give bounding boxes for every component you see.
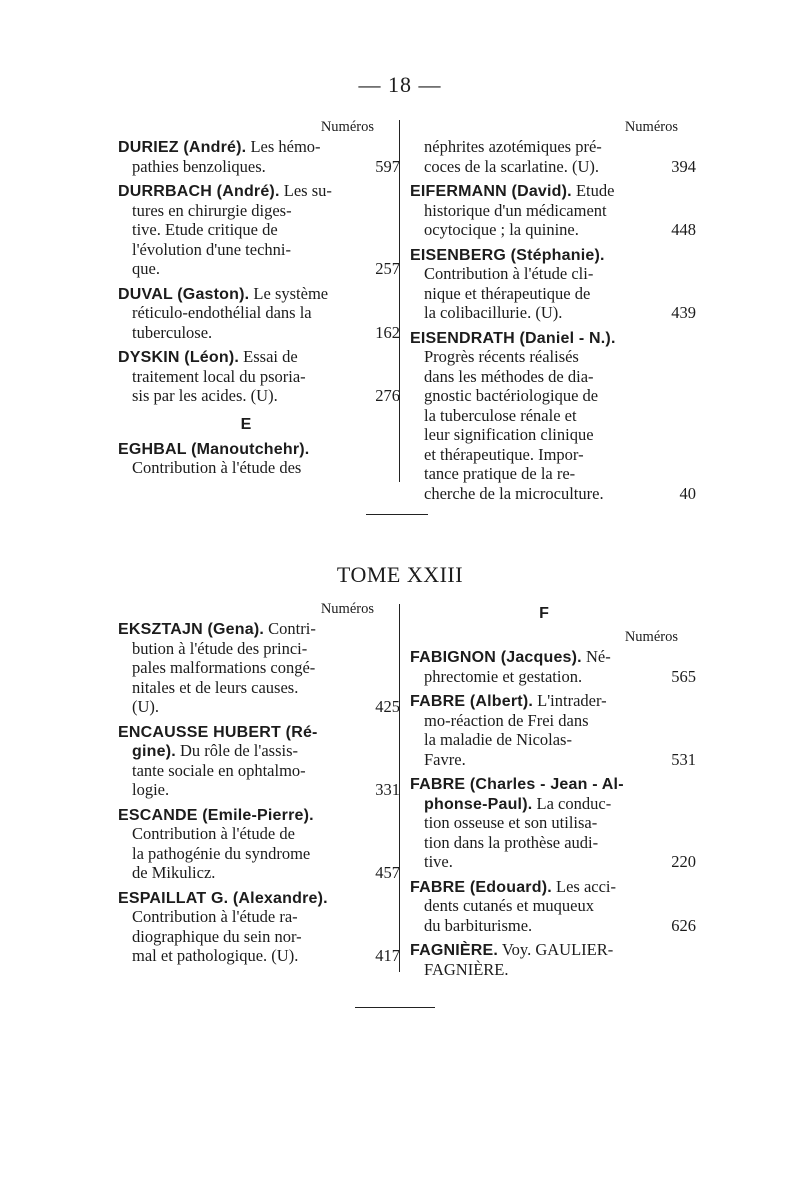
- index-entry: [410, 774, 696, 872]
- entry-number: 162: [375, 322, 400, 342]
- entry-line: [118, 761, 374, 781]
- entry-text: la tuberculose rénale et: [424, 405, 577, 425]
- entry-line: [118, 156, 400, 177]
- entry-text: du barbiturisme.: [424, 915, 533, 935]
- index-entry: [118, 722, 400, 800]
- entry-text: que.: [132, 259, 160, 278]
- entry-line: [118, 741, 374, 761]
- entry-line: [410, 425, 678, 445]
- section-letter: F: [539, 605, 549, 622]
- entry-line: [410, 284, 678, 304]
- entry-text: Favre.: [424, 749, 466, 769]
- entry-line: [410, 367, 678, 387]
- entry-number: 448: [671, 220, 696, 239]
- author-name: FABRE (Edouard).: [410, 878, 552, 896]
- entry-text: tion dans la prothèse audi-: [424, 832, 599, 852]
- entry-line: [118, 181, 374, 201]
- entry-line: [410, 220, 696, 240]
- entry-line: [410, 730, 678, 750]
- entry-text: nique et thérapeutique de: [424, 283, 591, 303]
- author-name: DURRBACH (André).: [118, 183, 280, 200]
- entry-line: [410, 833, 678, 853]
- entry-line: [410, 181, 678, 201]
- entry-text: nitales et de leurs causes.: [132, 677, 299, 697]
- entry-text: FAGNIÈRE.: [424, 959, 509, 979]
- author-name: EKSZTAJN (Gena).: [118, 621, 265, 638]
- entry-number: 417: [375, 946, 400, 965]
- entry-text: Contribution à l'étude cli-: [424, 264, 594, 283]
- entry-text: coces de la scarlatine. (U).: [424, 156, 599, 176]
- entry-number: 565: [671, 666, 696, 686]
- entry-line: [410, 245, 678, 265]
- entry-text: réticulo-endothélial dans la: [132, 303, 312, 322]
- entry-line: [118, 863, 400, 883]
- entry-text: ocytocique ; la quinine.: [424, 220, 579, 239]
- entry-text: Voy. GAULIER-: [498, 940, 614, 959]
- index-entry: [410, 181, 696, 240]
- index-entry: [410, 245, 696, 323]
- entry-number: 597: [375, 156, 400, 176]
- entry-number: 220: [671, 852, 696, 871]
- entry-text: la colibacillurie. (U).: [424, 303, 563, 322]
- entry-line: [410, 264, 678, 284]
- entry-line: [118, 201, 374, 221]
- entry-line: [118, 658, 374, 678]
- index-entry: [118, 283, 400, 343]
- entry-line: [410, 666, 696, 687]
- entry-line: [410, 960, 678, 980]
- entry-line: [118, 888, 374, 908]
- entry-number: 40: [679, 483, 696, 503]
- entry-line: [410, 852, 696, 872]
- entry-line: [410, 691, 678, 711]
- author-name: FABIGNON (Jacques).: [410, 649, 582, 666]
- entry-line: [118, 137, 374, 157]
- entry-number: 331: [375, 780, 400, 799]
- entry-text: phrectomie et gestation.: [424, 666, 583, 686]
- entry-text: tance pratique de la re-: [424, 464, 576, 483]
- entry-line: [410, 749, 696, 770]
- entry-text: cherche de la microculture.: [424, 483, 604, 503]
- index-entry: [118, 805, 400, 883]
- entry-text: Contribution à l'étude de: [132, 824, 295, 843]
- column-divider: [399, 120, 400, 482]
- entry-text: Les hémo-: [246, 137, 321, 156]
- entry-line: [118, 639, 374, 659]
- index-entry: [118, 347, 400, 406]
- entry-text: pales malformations congé-: [132, 658, 316, 677]
- entry-text: dents cutanés et muqueux: [424, 896, 594, 915]
- entry-text: tion osseuse et son utilisa-: [424, 813, 598, 832]
- entry-line: [118, 780, 400, 800]
- entry-text: l'évolution d'une techni-: [132, 239, 291, 259]
- entry-text: sis par les acides. (U).: [132, 386, 278, 405]
- entry-text: mal et pathologique. (U).: [132, 946, 299, 965]
- index-entry: [118, 181, 400, 279]
- entry-line: [118, 240, 374, 260]
- entry-line: [410, 386, 678, 406]
- entry-text: Contribution à l'étude des: [132, 458, 302, 477]
- entry-text: (U).: [132, 697, 160, 716]
- entry-line: [118, 619, 374, 639]
- entry-line: [118, 907, 374, 927]
- index-entry: [410, 691, 696, 769]
- entry-line: [410, 940, 678, 960]
- author-name: DUVAL (Gaston).: [118, 285, 250, 303]
- entry-text: Contribution à l'étude ra-: [132, 907, 298, 926]
- entry-number: 276: [375, 386, 400, 405]
- entry-text: Essai de: [239, 347, 298, 366]
- entry-number: 457: [375, 863, 400, 882]
- entry-line: [410, 445, 678, 465]
- entry-line: [410, 406, 678, 426]
- entry-text: tante sociale en ophtalmo-: [132, 760, 306, 780]
- column-left: [118, 118, 400, 478]
- entry-text: pathies benzoliques.: [132, 156, 266, 176]
- section-rule: [366, 514, 428, 515]
- entry-text: leur signification clinique: [424, 425, 594, 444]
- entry-text: Progrès récents réalisés: [424, 347, 579, 366]
- entry-line: [410, 915, 696, 936]
- entry-text: Du rôle de l'assis-: [175, 741, 298, 760]
- entry-number: 425: [375, 697, 400, 716]
- column-left: [118, 600, 400, 966]
- column-header: Numéros: [320, 119, 374, 135]
- entry-line: [118, 303, 374, 323]
- entry-number: 394: [671, 156, 696, 176]
- entry-line: [410, 711, 678, 731]
- entry-text: tive.: [424, 852, 453, 871]
- author-name: ESCANDE (Emile-Pierre).: [118, 806, 314, 824]
- index-entry: [410, 137, 696, 176]
- author-name: EGHBAL (Manoutchehr).: [118, 440, 310, 458]
- entry-text: et thérapeutique. Impor-: [424, 444, 584, 464]
- entry-text: tuberculose.: [132, 322, 213, 342]
- entry-line: [410, 303, 696, 323]
- index-entry: [410, 940, 678, 979]
- index-entry: [410, 647, 696, 686]
- entry-line: [118, 458, 374, 478]
- entry-line: [118, 322, 400, 343]
- author-name: DYSKIN (Léon).: [118, 349, 240, 366]
- entry-text: Les acci-: [551, 876, 616, 896]
- closing-rule: [355, 1007, 435, 1008]
- author-name: ENCAUSSE HUBERT (Ré-: [118, 723, 318, 741]
- entry-text: logie.: [132, 780, 170, 799]
- entry-text: Le système: [249, 283, 329, 303]
- page-number: — 18 —: [358, 72, 442, 97]
- column-header: Numéros: [624, 629, 678, 645]
- entry-number: 531: [671, 749, 696, 769]
- index-entry: [118, 439, 374, 478]
- entry-text: Etude: [571, 181, 615, 200]
- entry-line: [118, 259, 400, 279]
- entry-line: [410, 464, 678, 484]
- index-entry: [410, 328, 696, 504]
- author-name: DURIEZ (André).: [118, 139, 247, 156]
- author-name: phonse-Paul).: [424, 795, 533, 813]
- column-right: [410, 118, 696, 503]
- entry-text: Né-: [581, 647, 611, 666]
- author-name: FABRE (Albert).: [410, 693, 533, 710]
- entry-line: [118, 386, 400, 406]
- entry-text: L'intrader-: [533, 691, 607, 710]
- entry-line: [118, 824, 374, 844]
- entry-line: [410, 156, 696, 177]
- entry-text: la maladie de Nicolas-: [424, 730, 572, 749]
- entry-line: [118, 284, 374, 304]
- entry-text: tive. Etude critique de: [132, 220, 278, 239]
- column-divider: [399, 604, 400, 972]
- entry-line: [118, 844, 374, 864]
- entry-line: [118, 722, 374, 742]
- entry-text: tures en chirurgie diges-: [132, 200, 292, 220]
- section-letter: E: [240, 415, 252, 433]
- entry-line: [118, 678, 374, 698]
- author-name: FABRE (Charles - Jean - Al-: [410, 776, 624, 793]
- column-right: [410, 600, 696, 979]
- entry-line: [410, 347, 678, 367]
- entry-line: [410, 137, 678, 157]
- entry-text: historique d'un médicament: [424, 200, 607, 220]
- entry-line: [410, 328, 678, 348]
- entry-line: [410, 201, 678, 221]
- index-entry: [118, 137, 400, 176]
- author-name: FAGNIÈRE.: [410, 942, 499, 959]
- entry-text: Contri-: [264, 619, 316, 638]
- entry-text: La conduc-: [532, 793, 612, 813]
- entry-text: traitement local du psoria-: [132, 366, 306, 386]
- entry-line: [118, 927, 374, 947]
- entry-line: [118, 697, 400, 717]
- index-entry: [118, 619, 400, 717]
- entry-text: gnostic bactériologique de: [424, 386, 599, 405]
- entry-line: [410, 483, 696, 504]
- entry-text: néphrites azotémiques pré-: [424, 137, 602, 156]
- entry-text: dans les méthodes de dia-: [424, 366, 594, 386]
- entry-text: la pathogénie du syndrome: [132, 843, 311, 863]
- index-entry: [118, 888, 400, 966]
- entry-number: 439: [671, 303, 696, 322]
- entry-line: [410, 896, 678, 916]
- column-header: Numéros: [624, 119, 678, 135]
- entry-line: [118, 805, 374, 825]
- entry-line: [410, 794, 678, 814]
- entry-text: bution à l'étude des princi-: [132, 638, 308, 658]
- author-name: ESPAILLAT G. (Alexandre).: [118, 889, 328, 907]
- entry-number: 626: [671, 915, 696, 935]
- entry-text: de Mikulicz.: [132, 863, 216, 882]
- entry-line: [118, 439, 374, 459]
- index-section-1: [118, 118, 696, 503]
- entry-text: diographique du sein nor-: [132, 926, 302, 946]
- author-name: gine).: [132, 743, 176, 760]
- entry-text: Les su-: [279, 181, 332, 200]
- author-name: EISENDRATH (Daniel - N.).: [410, 329, 616, 347]
- index-section-2: [118, 600, 696, 985]
- entry-line: [118, 367, 374, 387]
- entry-line: [410, 774, 678, 794]
- index-entry: [410, 876, 696, 936]
- entry-number: 257: [375, 259, 400, 278]
- entry-line: [410, 877, 678, 897]
- author-name: EISENBERG (Stéphanie).: [410, 246, 605, 264]
- entry-line: [410, 647, 678, 667]
- entry-line: [410, 813, 678, 833]
- entry-line: [118, 220, 374, 240]
- entry-text: mo-réaction de Frei dans: [424, 710, 589, 730]
- entry-line: [118, 347, 374, 367]
- tome-heading: TOME XXIII: [336, 562, 464, 587]
- entry-line: [118, 946, 400, 966]
- author-name: EIFERMANN (David).: [410, 183, 572, 200]
- column-header: Numéros: [320, 601, 374, 617]
